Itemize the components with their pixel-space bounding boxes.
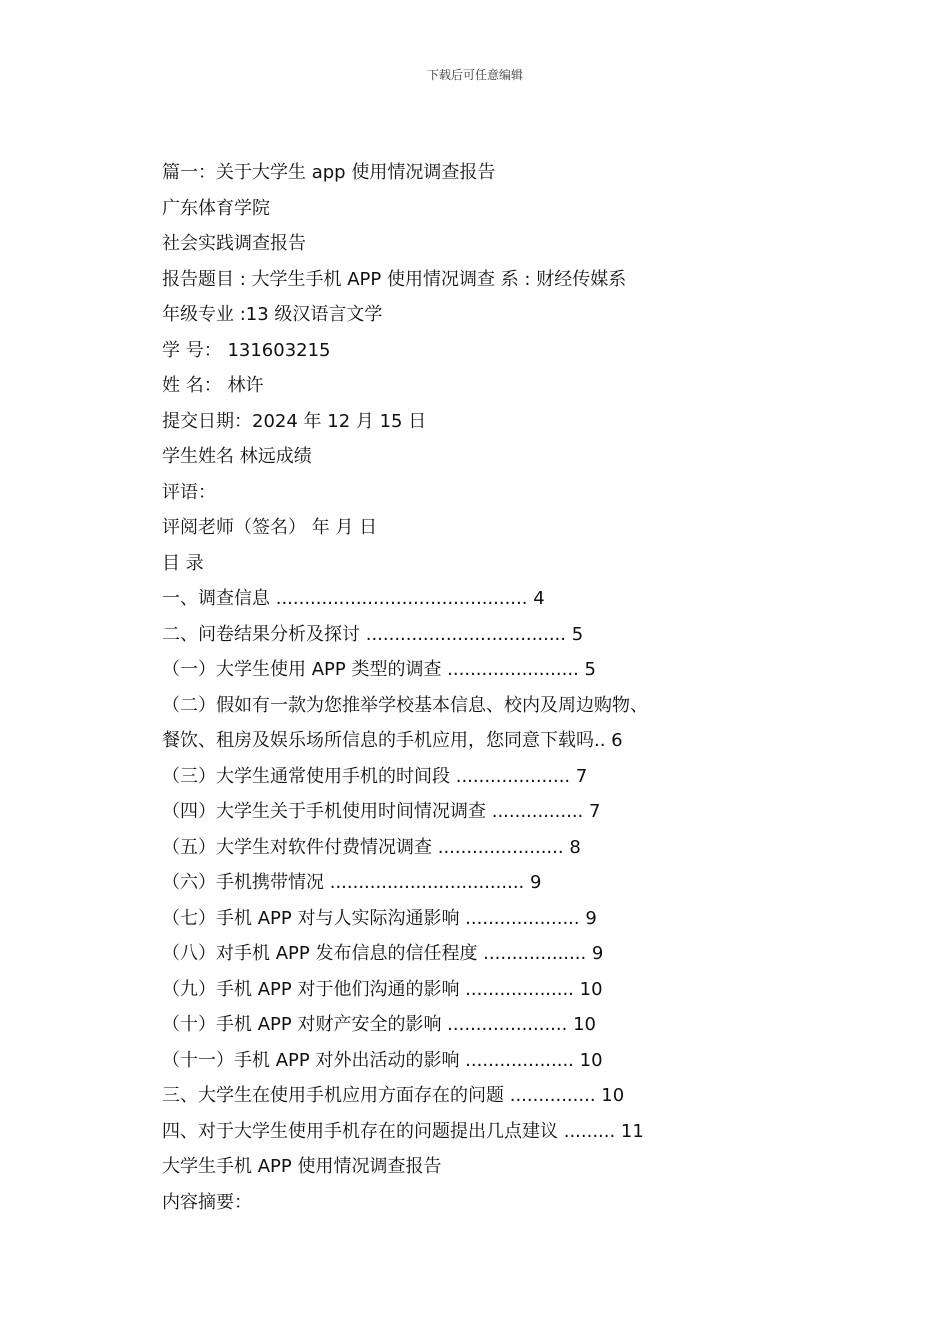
report-heading: 大学生手机 APP 使用情况调查报告 <box>162 1156 442 1177</box>
toc-entry: （三）大学生通常使用手机的时间段 .................... 7 <box>162 765 588 787</box>
toc-entry: （七）手机 APP 对与人实际沟通影响 .................... 9 <box>162 907 597 929</box>
student-name: 姓 名： 林许 <box>162 375 264 396</box>
toc-entry: 餐饮、租房及娱乐场所信息的手机应用，您同意下载吗.. 6 <box>162 730 623 751</box>
document-body <box>162 155 722 1220</box>
toc-entry: （六）手机携带情况 .................................. 9 <box>162 872 542 893</box>
toc-title: 目 录 <box>162 552 204 574</box>
toc-entry: （一）大学生使用 APP 类型的调查 ....................... 5 <box>162 659 596 680</box>
toc-entry: 四、对于大学生使用手机存在的问题提出几点建议 ......... 11 <box>162 1120 644 1142</box>
toc-entry: 三、大学生在使用手机应用方面存在的问题 ............... 10 <box>162 1085 625 1106</box>
reviewer-signature: 评阅老师（签名） 年 月 日 <box>162 517 378 538</box>
student-id: 学 号： 131603215 <box>162 339 331 361</box>
page-header-note: 下载后可任意编辑 <box>426 68 523 82</box>
toc-entry: （十）手机 APP 对财产安全的影响 ..................... 10 <box>162 1014 596 1035</box>
toc-entry: （十一）手机 APP 对外出活动的影响 ................... 10 <box>162 1049 603 1071</box>
toc-entry: （四）大学生关于手机使用时间情况调查 ................ 7 <box>162 801 601 822</box>
toc-entry: （八）对手机 APP 发布信息的信任程度 .................. 9 <box>162 943 604 964</box>
toc-entry: （二）假如有一款为您推举学校基本信息、校内及周边购物、 <box>162 694 648 716</box>
grade-line: 学生姓名 林远成绩 <box>162 446 312 467</box>
toc-entry: （五）大学生对软件付费情况调查 ...................... 8 <box>162 836 581 858</box>
doc-title: 篇一：关于大学生 app 使用情况调查报告 <box>162 162 496 183</box>
abstract-label: 内容摘要： <box>162 1191 252 1213</box>
comment-label: 评语： <box>162 481 216 503</box>
grade-major: 年级专业 :13 级汉语言文学 <box>162 304 383 325</box>
report-topic: 报告题目 : 大学生手机 APP 使用情况调查 系 : 财经传媒系 <box>162 268 627 290</box>
school-name: 广东体育学院 <box>162 197 270 219</box>
toc-entry: （九）手机 APP 对于他们沟通的影响 ................... 10 <box>162 978 603 1000</box>
toc-entry: 二、问卷结果分析及探讨 ................................... 5 <box>162 623 584 645</box>
report-type: 社会实践调查报告 <box>162 233 306 254</box>
submit-date: 提交日期：2024 年 12 月 15 日 <box>162 410 427 432</box>
toc-entry: 一、调查信息 ............................................ 4 <box>162 588 545 609</box>
